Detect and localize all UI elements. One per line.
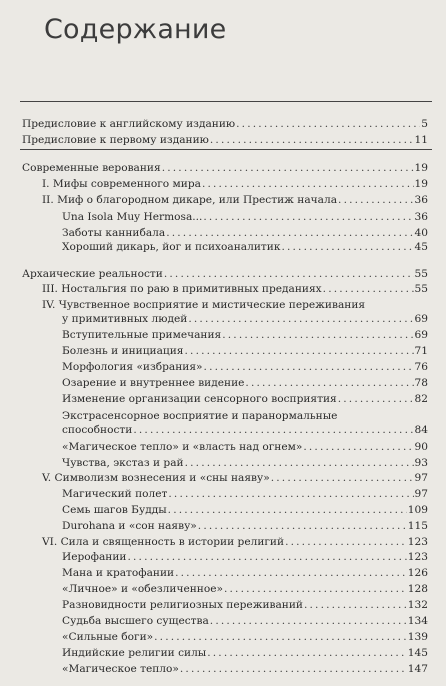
dot-leader xyxy=(210,134,414,147)
toc-page-number: 11 xyxy=(414,134,428,146)
toc-page-number: 78 xyxy=(414,377,428,389)
toc-entry xyxy=(62,329,428,342)
toc-entry xyxy=(22,268,428,281)
toc-page-number: 55 xyxy=(414,283,428,295)
toc-entry-label: Судьба высшего существа xyxy=(62,615,209,627)
toc-entry xyxy=(62,345,428,358)
toc-entry xyxy=(62,211,428,224)
toc-entry xyxy=(62,488,428,501)
dot-leader xyxy=(224,583,407,596)
toc-entry-label: Экстрасенсорное восприятие и паранормальные xyxy=(62,410,338,422)
toc-entry-label: III. Ностальгия по раю в примитивных преданиях xyxy=(42,283,322,295)
toc-entry-label: Мана и кратофании xyxy=(62,567,175,579)
dot-leader xyxy=(203,211,413,224)
toc-entry xyxy=(62,567,428,580)
toc-page-number: 90 xyxy=(414,441,428,453)
toc-entry-label: Хороший дикарь, йог и психоаналитик xyxy=(62,241,281,253)
toc-page-number: 36 xyxy=(414,211,428,223)
toc-entry-label: Una Isola Muy Hermosa... xyxy=(62,211,203,223)
toc-entry xyxy=(62,227,428,240)
toc-page-number: 76 xyxy=(414,361,428,373)
toc-page-number: 132 xyxy=(407,599,428,611)
toc-page-number: 97 xyxy=(414,488,428,500)
toc-entry-label: Озарение и внутреннее видение xyxy=(62,377,245,389)
toc-entry xyxy=(42,178,428,191)
dot-leader xyxy=(133,424,413,437)
toc-entry xyxy=(62,615,428,628)
toc-page-number: 45 xyxy=(414,241,428,253)
toc-page-number: 84 xyxy=(414,424,428,436)
dot-leader xyxy=(281,241,413,254)
toc-page-number: 5 xyxy=(421,118,428,130)
dot-leader xyxy=(185,345,414,358)
dot-leader xyxy=(245,377,413,390)
dot-leader xyxy=(164,268,414,281)
toc-entry-label: Вступительные примечания xyxy=(62,329,222,341)
toc-entry xyxy=(42,283,428,296)
toc-entry-label: Предисловие к английскому изданию xyxy=(22,118,236,130)
toc-entry xyxy=(62,599,428,612)
toc-entry xyxy=(62,241,428,254)
toc-entry xyxy=(62,631,428,644)
dot-leader xyxy=(188,313,413,326)
toc-page-number: 36 xyxy=(414,194,428,206)
dot-leader xyxy=(202,178,414,191)
toc-entry-label: Durohana и «сон наяву» xyxy=(62,520,197,532)
dot-leader xyxy=(127,551,406,564)
toc-entry-label: II. Миф о благородном дикаре, или Престиж начала xyxy=(42,194,338,206)
toc-entry xyxy=(22,162,428,175)
dot-leader xyxy=(168,488,413,501)
dot-leader xyxy=(271,472,414,485)
toc-page-number: 109 xyxy=(407,504,428,516)
toc-entry-label: у примитивных людей xyxy=(62,313,188,325)
dot-leader xyxy=(304,599,407,612)
toc-page-number: 123 xyxy=(407,551,428,563)
toc-entry-label: Чувства, экстаз и рай xyxy=(62,457,184,469)
toc-entry-label: Предисловие к первому изданию xyxy=(22,134,209,146)
dot-leader xyxy=(236,118,420,131)
toc-entry-label: Заботы каннибала xyxy=(62,227,166,239)
toc-page-number: 145 xyxy=(407,647,428,659)
toc-entry xyxy=(62,313,428,326)
toc-entry xyxy=(62,520,428,533)
dot-leader xyxy=(207,647,407,660)
toc-entry-label: Магический полет xyxy=(62,488,168,500)
toc-entry xyxy=(62,441,428,454)
dot-leader xyxy=(204,361,414,374)
toc-entry-label: «Магическое тепло» xyxy=(62,663,179,675)
toc-entry xyxy=(22,134,428,147)
toc-entry xyxy=(62,663,428,676)
toc-page-number: 123 xyxy=(407,536,428,548)
toc-entry-label: Современные верования xyxy=(22,162,161,174)
toc-page-number: 82 xyxy=(414,393,428,405)
toc-entry-label: способности xyxy=(62,424,133,436)
section-divider xyxy=(20,149,432,150)
toc-entry xyxy=(42,472,428,485)
dot-leader xyxy=(323,283,414,296)
toc-entry-label: «Личное» и «обезличенное» xyxy=(62,583,223,595)
toc-page-number: 71 xyxy=(414,345,428,357)
toc-page-number: 128 xyxy=(407,583,428,595)
toc-page-number: 93 xyxy=(414,457,428,469)
toc-entry xyxy=(62,551,428,564)
toc-entry xyxy=(62,583,428,596)
toc-entry-label: IV. Чувственное восприятие и мистические переживания xyxy=(42,299,366,311)
toc-entry-label: Разновидности религиозных переживаний xyxy=(62,599,303,611)
page-title: Содержание xyxy=(44,14,227,45)
toc-page-number: 19 xyxy=(414,162,428,174)
toc-entry-label: I. Мифы современного мира xyxy=(42,178,201,190)
toc-entry-label: Архаические реальности xyxy=(22,268,163,280)
toc-entry xyxy=(62,361,428,374)
dot-leader xyxy=(338,393,414,406)
dot-leader xyxy=(185,457,414,470)
toc-entry xyxy=(62,424,428,437)
toc-page-number: 115 xyxy=(407,520,428,532)
toc-page-number: 139 xyxy=(407,631,428,643)
toc-entry xyxy=(62,377,428,390)
toc-entry-label: Иерофании xyxy=(62,551,127,563)
toc-page-number: 97 xyxy=(414,472,428,484)
toc-entry xyxy=(42,536,428,549)
toc-page-number: 69 xyxy=(414,313,428,325)
toc-entry xyxy=(62,457,428,470)
toc-entry-label: VI. Сила и священность в истории религий xyxy=(42,536,285,548)
dot-leader xyxy=(154,631,407,644)
toc-page-number: 69 xyxy=(414,329,428,341)
toc-page-number: 134 xyxy=(407,615,428,627)
toc-entry-label: Индийские религии силы xyxy=(62,647,207,659)
dot-leader xyxy=(210,615,407,628)
toc-page-number: 126 xyxy=(407,567,428,579)
toc-page-number: 147 xyxy=(407,663,428,675)
toc-entry-label: Морфология «избрания» xyxy=(62,361,203,373)
toc-entry-label: Болезнь и инициация xyxy=(62,345,184,357)
toc-page-number: 19 xyxy=(414,178,428,190)
dot-leader xyxy=(285,536,407,549)
dot-leader xyxy=(198,520,407,533)
toc-entry-label: «Сильные боги» xyxy=(62,631,154,643)
dot-leader xyxy=(175,567,407,580)
toc-page-number: 40 xyxy=(414,227,428,239)
dot-leader xyxy=(166,227,413,240)
toc-entry xyxy=(62,647,428,660)
toc-entry xyxy=(62,504,428,517)
toc-page-number: 55 xyxy=(414,268,428,280)
toc-entry-label: Изменение организации сенсорного восприятия xyxy=(62,393,337,405)
dot-leader xyxy=(180,663,407,676)
dot-leader xyxy=(162,162,414,175)
toc-entry xyxy=(42,194,428,207)
dot-leader xyxy=(222,329,413,342)
toc-entry-label: «Магическое тепло» и «власть над огнем» xyxy=(62,441,303,453)
toc-entry-label: Семь шагов Будды xyxy=(62,504,167,516)
toc-entry xyxy=(62,393,428,406)
dot-leader xyxy=(338,194,413,207)
dot-leader xyxy=(303,441,413,454)
toc-entry xyxy=(22,118,428,131)
dot-leader xyxy=(168,504,407,517)
section-divider xyxy=(20,101,432,102)
toc-entry-label: V. Символизм вознесения и «сны наяву» xyxy=(42,472,270,484)
